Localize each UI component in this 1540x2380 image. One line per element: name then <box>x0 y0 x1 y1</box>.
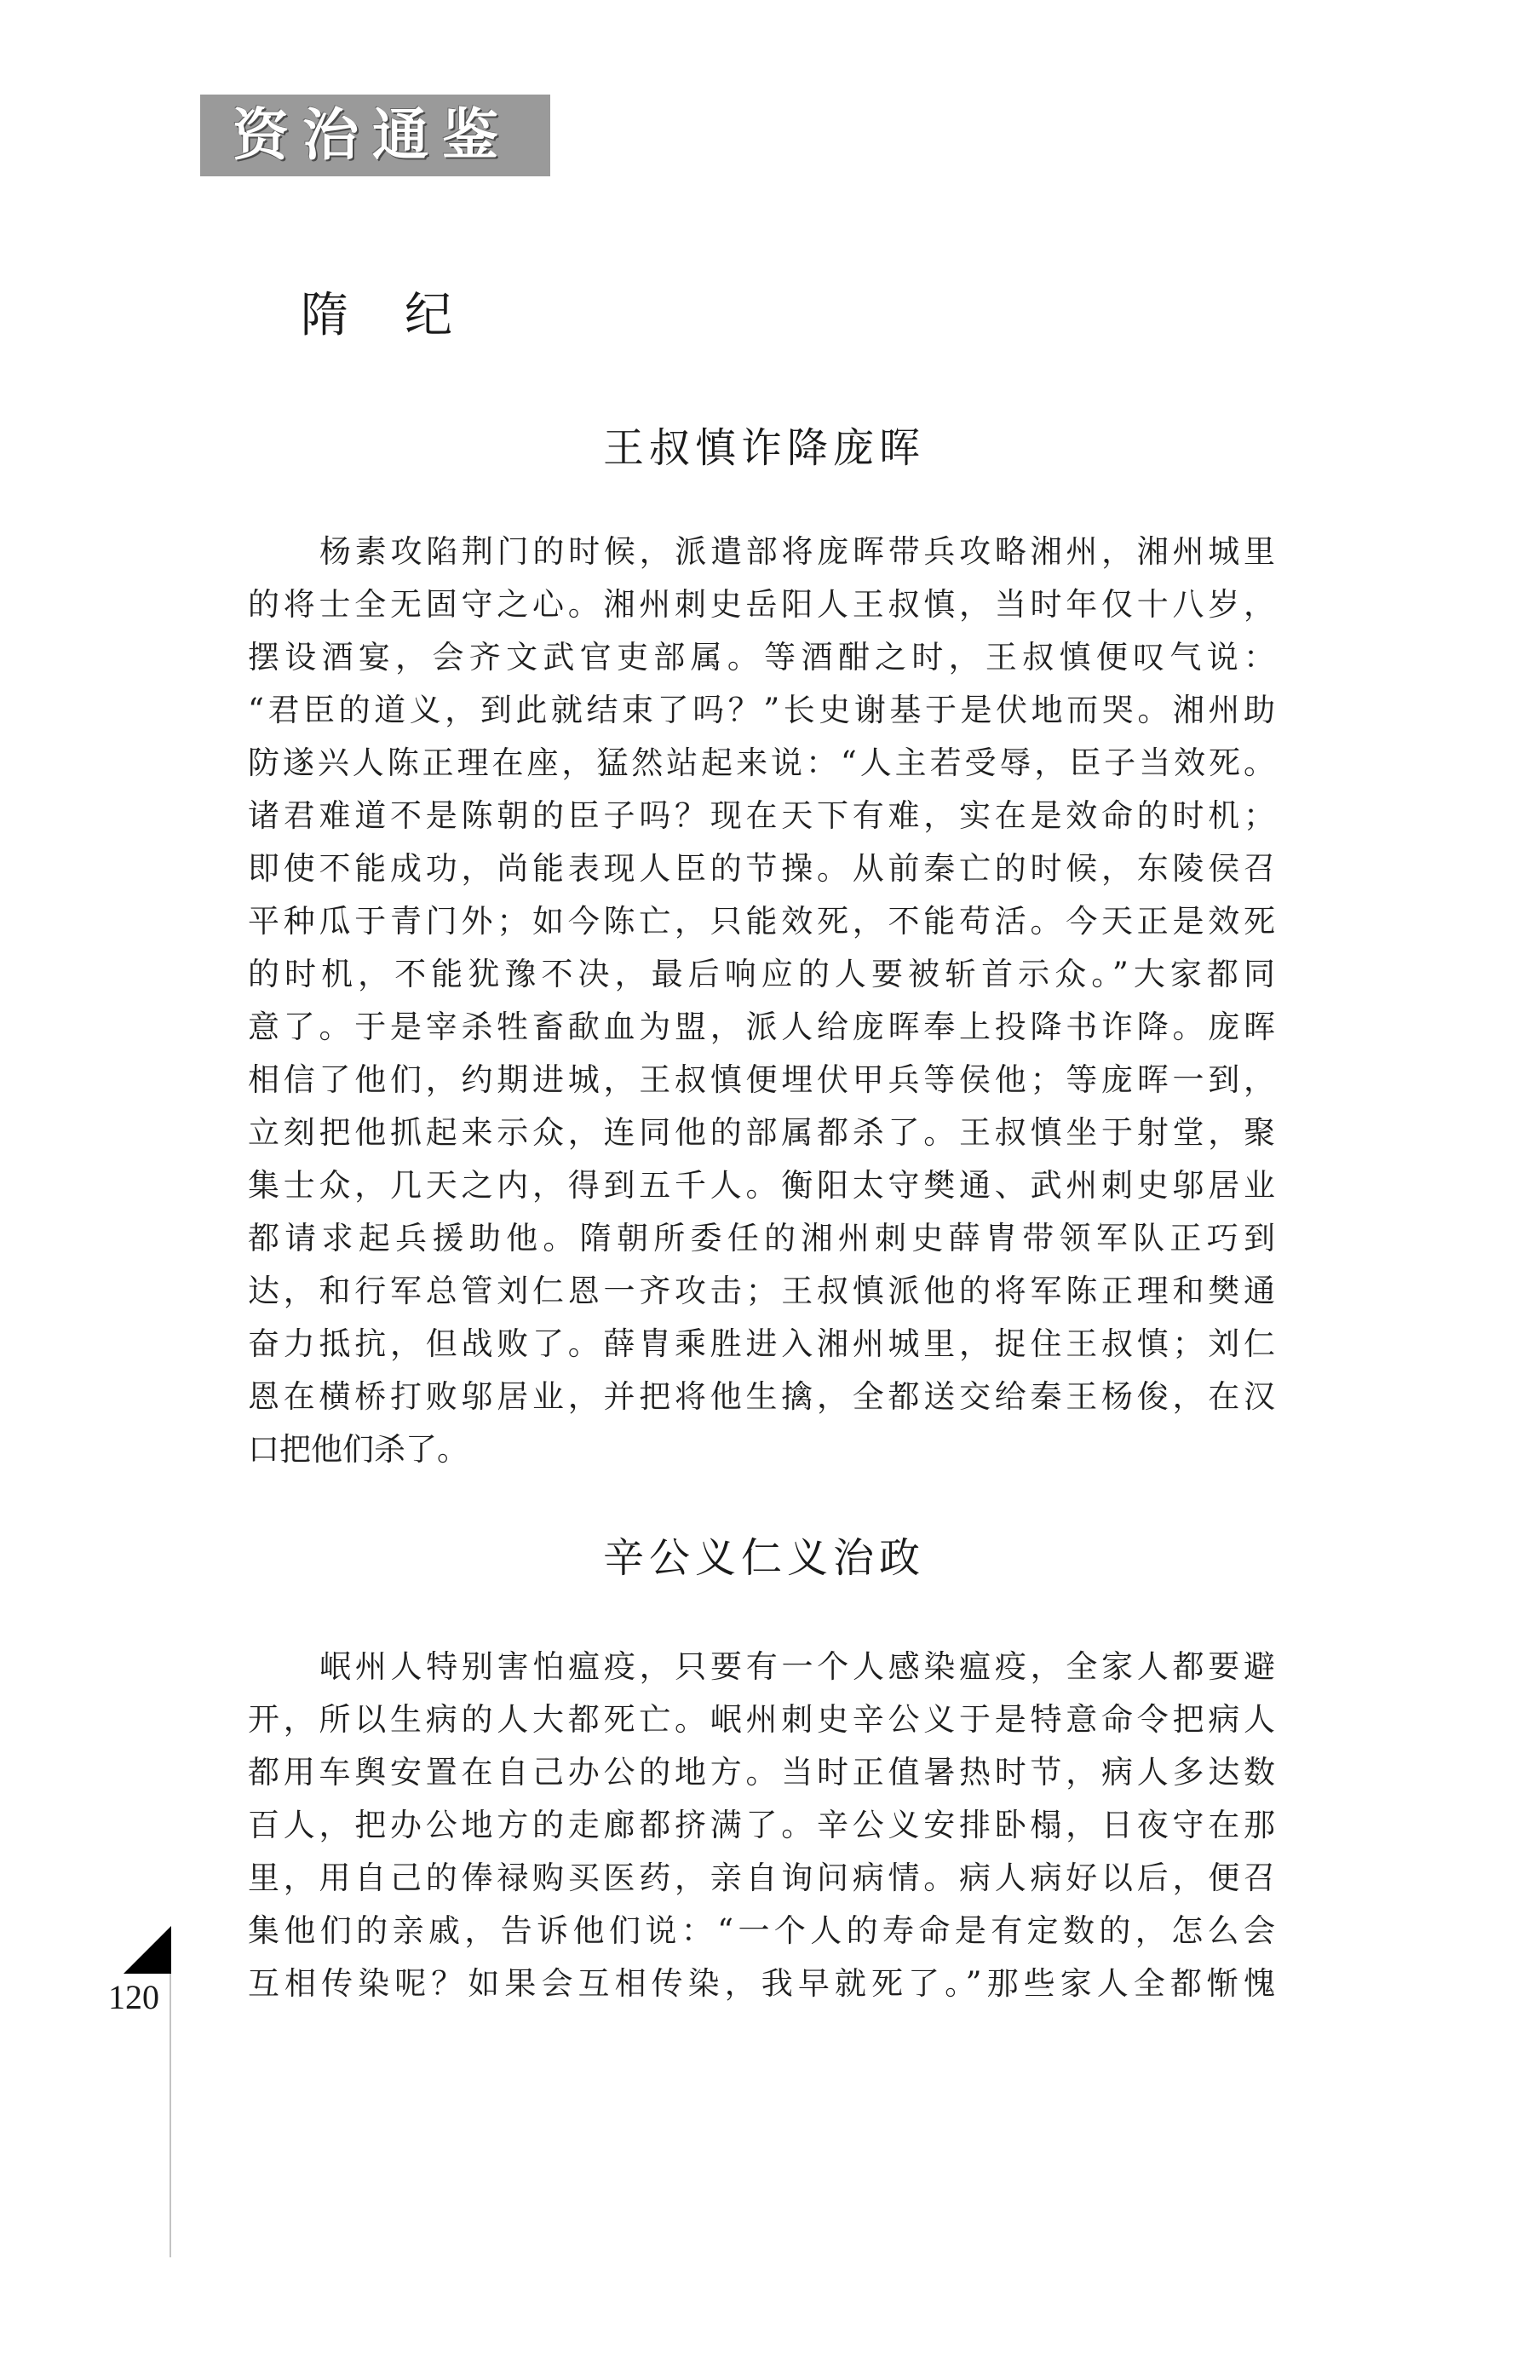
section-2-paragraph <box>248 1641 1275 2010</box>
paragraph-line: 防遂兴人陈正理在座，猛然站起来说：“人主若受辱，臣子当效死。 <box>248 744 1275 781</box>
page-number: 120 <box>108 1978 159 2016</box>
section-heading-2: 辛公义仁义治政 <box>602 1534 925 1582</box>
paragraph-line: 恩在横桥打败邬居业，并把将他生擒，全都送交给秦王杨俊，在汉 <box>248 1378 1275 1415</box>
section-heading-1: 王叔慎诈降庞晖 <box>602 424 925 472</box>
page-corner-triangle-icon <box>124 1926 171 1974</box>
paragraph-line: 的将士全无固守之心。湘州刺史岳阳人王叔慎，当时年仅十八岁， <box>248 586 1275 623</box>
book-title-banner <box>200 95 550 176</box>
paragraph-line: 立刻把他抓起来示众，连同他的部属都杀了。王叔慎坐于射堂，聚 <box>248 1114 1275 1151</box>
paragraph-line: 互相传染呢？如果会互相传染，我早就死了。”那些家人全都惭愧 <box>248 1965 1275 2002</box>
paragraph-line: 都请求起兵援助他。隋朝所委任的湘州刺史薛胄带领军队正巧到 <box>248 1220 1275 1256</box>
paragraph-line: 奋力抵抗，但战败了。薛胄乘胜进入湘州城里，捉住王叔慎；刘仁 <box>248 1325 1275 1362</box>
paragraph-line: 开，所以生病的人大都死亡。岷州刺史辛公义于是特意命令把病人 <box>248 1701 1275 1738</box>
paragraph-line: 里，用自己的俸禄购买医药，亲自询问病情。病人病好以后，便召 <box>248 1860 1275 1896</box>
paragraph-line: 都用车舆安置在自己办公的地方。当时正值暑热时节，病人多达数 <box>248 1754 1275 1791</box>
book-title: 资治通鉴 <box>233 102 512 168</box>
paragraph-line: 杨素攻陷荆门的时候，派遣部将庞晖带兵攻略湘州，湘州城里 <box>319 533 1275 570</box>
paragraph-line: 平种瓜于青门外；如今陈亡，只能效死，不能苟活。今天正是效死 <box>248 903 1275 940</box>
paragraph-line: 意了。于是宰杀牲畜歃血为盟，派人给庞晖奉上投降书诈降。庞晖 <box>248 1009 1275 1045</box>
margin-rule <box>170 1974 171 2257</box>
paragraph-line: 集士众，几天之内，得到五千人。衡阳太守樊通、武州刺史邬居业 <box>248 1167 1275 1204</box>
paragraph-line: 摆设酒宴，会齐文武官吏部属。等酒酣之时，王叔慎便叹气说： <box>248 639 1275 675</box>
paragraph-line: 的时机，不能犹豫不决，最后响应的人要被斩首示众。”大家都同 <box>248 956 1275 992</box>
paragraph-line: 百人，把办公地方的走廊都挤满了。辛公义安排卧榻，日夜守在那 <box>248 1807 1275 1843</box>
paragraph-line: 口把他们杀了。 <box>248 1431 468 1468</box>
paragraph-line: 岷州人特别害怕瘟疫，只要有一个人感染瘟疫，全家人都要避 <box>319 1648 1275 1685</box>
chapter-title: 隋纪 <box>301 288 509 343</box>
paragraph-line: 相信了他们，约期进城，王叔慎便埋伏甲兵等侯他；等庞晖一到， <box>248 1061 1275 1098</box>
paragraph-line: 达，和行军总管刘仁恩一齐攻击；王叔慎派他的将军陈正理和樊通 <box>248 1273 1275 1309</box>
paragraph-line: 诸君难道不是陈朝的臣子吗？现在天下有难，实在是效命的时机； <box>248 797 1275 834</box>
paragraph-line: 即使不能成功，尚能表现人臣的节操。从前秦亡的时候，东陵侯召 <box>248 850 1275 887</box>
paragraph-line: 集他们的亲戚，告诉他们说：“一个人的寿命是有定数的，怎么会 <box>248 1912 1275 1949</box>
paragraph-line: “君臣的道义，到此就结束了吗？”长史谢基于是伏地而哭。湘州助 <box>248 692 1275 728</box>
section-1-paragraph <box>248 526 1275 1476</box>
